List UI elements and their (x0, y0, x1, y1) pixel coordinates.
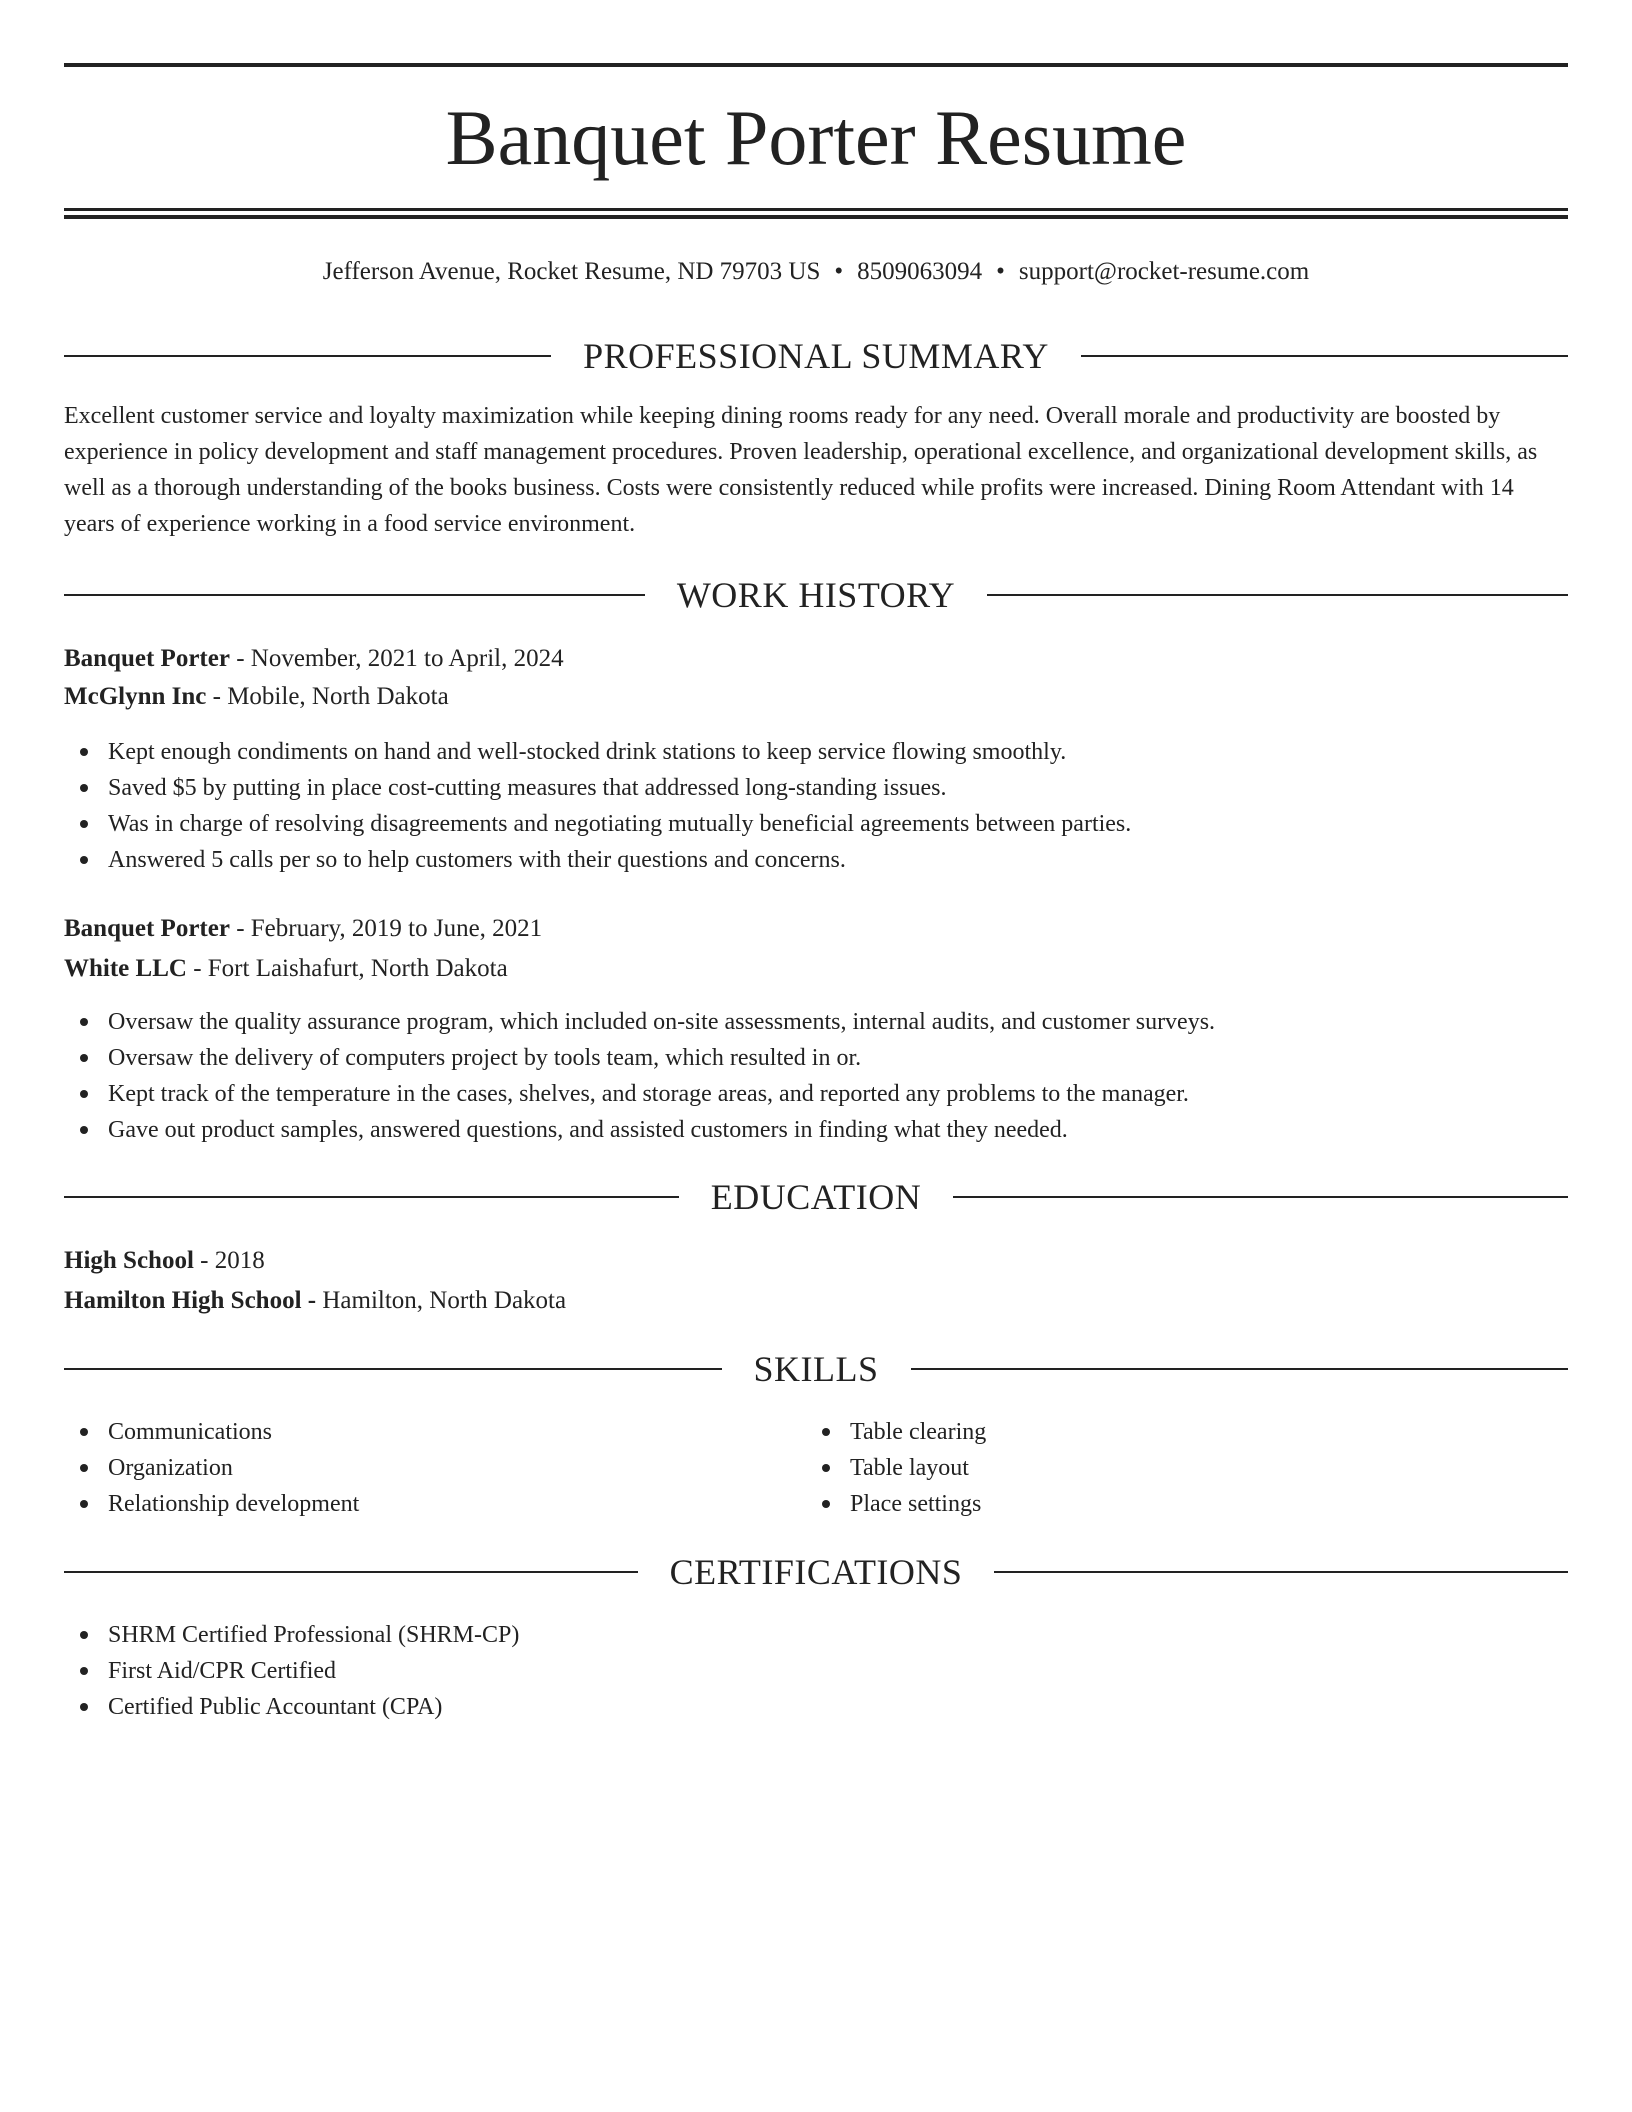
education-year: - 2018 (193, 1247, 265, 1274)
education-school-line (64, 1282, 1568, 1320)
heading-rule-right (1081, 355, 1568, 357)
job-location: - Fort Laishafurt, North Dakota (186, 955, 508, 982)
title-rule-upper (64, 208, 1568, 211)
contact-line (64, 252, 1568, 292)
section-title: CERTIFICATIONS (669, 1552, 963, 1592)
job-title-line (64, 640, 1568, 678)
section-heading-work-history (64, 573, 1568, 617)
contact-separator: • (834, 258, 844, 285)
education-school: Hamilton High School (64, 1287, 302, 1314)
bullet-icon (80, 1090, 88, 1098)
heading-rule-right (911, 1368, 1569, 1370)
list-item: Certified Public Accountant (CPA) (64, 1689, 519, 1725)
list-item: Kept enough condiments on hand and well-stocked drink stations to keep service flowing smoothly. (64, 734, 1131, 770)
education-separator: - (301, 1287, 323, 1314)
contact-phone: 8509063094 (857, 258, 983, 285)
bullet-icon (80, 1464, 88, 1472)
job-bullets (64, 1004, 1215, 1148)
section-heading-skills (64, 1347, 1568, 1391)
job-company: White LLC (64, 955, 187, 982)
bullet-icon (822, 1464, 830, 1472)
job-company: McGlynn Inc (64, 683, 207, 710)
bullet-icon (80, 1500, 88, 1508)
heading-rule-right (953, 1196, 1568, 1198)
bullet-icon (80, 1126, 88, 1134)
heading-rule-left (64, 1196, 679, 1198)
job-dates: - February, 2019 to June, 2021 (229, 915, 543, 942)
list-item: Gave out product samples, answered questions, and assisted customers in finding what they needed. (64, 1112, 1215, 1148)
section-heading-education (64, 1175, 1568, 1219)
heading-rule-left (64, 1368, 722, 1370)
bullet-icon (80, 1018, 88, 1026)
section-title: EDUCATION (710, 1177, 922, 1217)
list-item: Relationship development (64, 1486, 359, 1522)
list-item: Oversaw the delivery of computers project by tools team, which resulted in or. (64, 1040, 1215, 1076)
heading-rule-left (64, 355, 551, 357)
bullet-icon (822, 1428, 830, 1436)
education-degree-line (64, 1242, 1568, 1280)
list-item: Communications (64, 1414, 359, 1450)
section-title: SKILLS (753, 1349, 879, 1389)
list-item: Was in charge of resolving disagreements and negotiating mutually beneficial agreements between parties. (64, 806, 1131, 842)
bullet-icon (80, 1054, 88, 1062)
job-dates: - November, 2021 to April, 2024 (229, 645, 564, 672)
job-role: Banquet Porter (64, 915, 230, 942)
heading-rule-left (64, 594, 645, 596)
section-title: PROFESSIONAL SUMMARY (583, 336, 1049, 376)
job-title-line (64, 910, 1568, 948)
heading-rule-right (994, 1571, 1568, 1573)
list-item: Answered 5 calls per so to help customers with their questions and concerns. (64, 842, 1131, 878)
section-heading-summary (64, 334, 1568, 378)
list-item: First Aid/CPR Certified (64, 1653, 519, 1689)
bullet-icon (80, 1703, 88, 1711)
bullet-icon (80, 1667, 88, 1675)
bullet-icon (80, 856, 88, 864)
list-item: SHRM Certified Professional (SHRM-CP) (64, 1617, 519, 1653)
list-item: Oversaw the quality assurance program, which included on-site assessments, internal audits, and customer surveys. (64, 1004, 1215, 1040)
bullet-icon (80, 1631, 88, 1639)
heading-rule-left (64, 1571, 638, 1573)
education-degree: High School (64, 1247, 194, 1274)
bullet-icon (80, 820, 88, 828)
resume-title: Banquet Porter Resume (445, 94, 1187, 181)
job-company-line (64, 678, 1568, 716)
list-item: Table clearing (806, 1414, 986, 1450)
list-item: Table layout (806, 1450, 986, 1486)
education-location: Hamilton, North Dakota (322, 1287, 567, 1314)
contact-email: support@rocket-resume.com (1018, 258, 1310, 285)
job-location: - Mobile, North Dakota (206, 683, 449, 710)
list-item: Saved $5 by putting in place cost-cutting measures that addressed long-standing issues. (64, 770, 1131, 806)
job-company-line (64, 950, 1568, 988)
contact-address: Jefferson Avenue, Rocket Resume, ND 79703 US (322, 258, 821, 285)
section-title: WORK HISTORY (676, 575, 956, 615)
contact-separator: • (996, 258, 1005, 285)
title-rule-lower (64, 215, 1568, 219)
list-item: Place settings (806, 1486, 986, 1522)
bullet-icon (80, 784, 88, 792)
summary-text: Excellent customer service and loyalty maximization while keeping dining rooms ready for any need. Overall morale and productivity are boosted by experience in policy development and staff management procedures. Proven leadership, operational excellence, and organizational development skills, as well as a thorough understanding of the books business. Costs were consistently reduced while profits were increased. Dining Room Attendant with 14 years of experience working in a food service environment. (64, 403, 1538, 537)
job-role: Banquet Porter (64, 645, 230, 672)
certifications-list (64, 1617, 519, 1725)
bullet-icon (80, 748, 88, 756)
job-bullets (64, 734, 1131, 878)
list-item: Kept track of the temperature in the cases, shelves, and storage areas, and reported any problems to the manager. (64, 1076, 1215, 1112)
top-rule (64, 63, 1568, 67)
skills-list-left (64, 1414, 359, 1522)
list-item: Organization (64, 1450, 359, 1486)
bullet-icon (822, 1500, 830, 1508)
heading-rule-right (987, 594, 1568, 596)
bullet-icon (80, 1428, 88, 1436)
skills-list-right (806, 1414, 986, 1522)
section-heading-certifications (64, 1550, 1568, 1594)
